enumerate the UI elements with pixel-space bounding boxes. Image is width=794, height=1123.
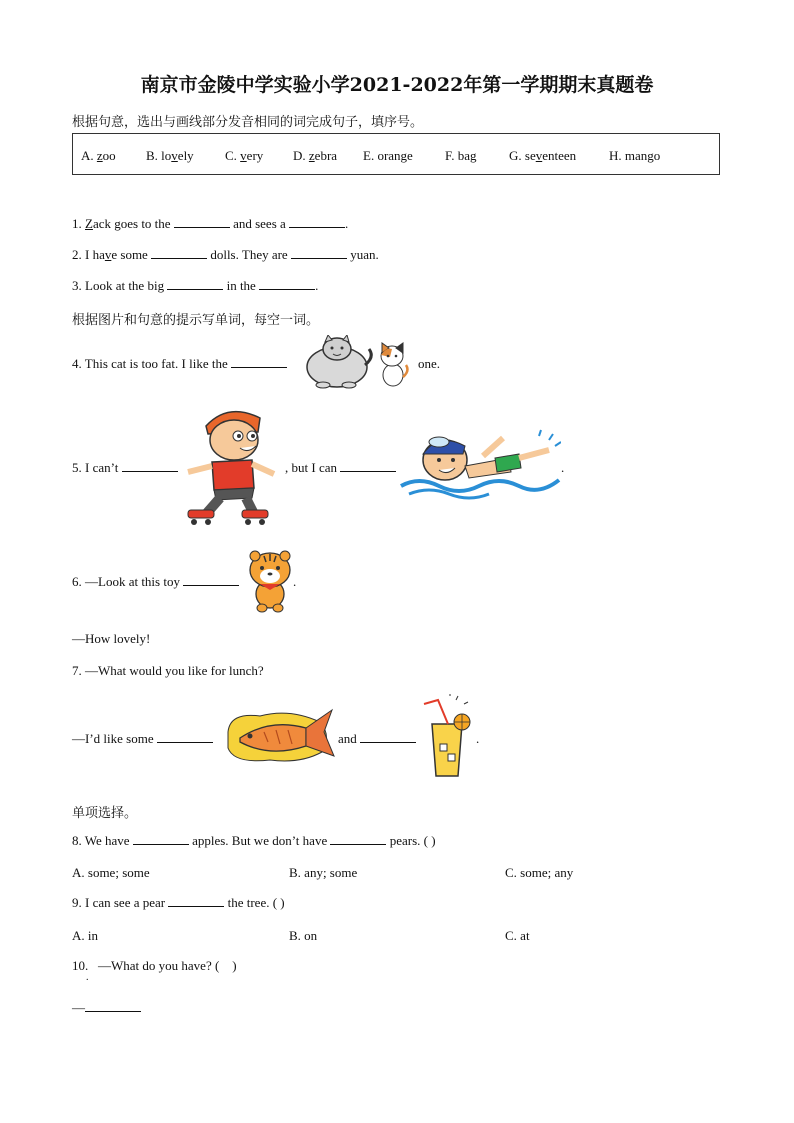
answer-blank[interactable]	[259, 278, 315, 290]
answer-blank[interactable]	[133, 833, 189, 845]
q8-option-a[interactable]: A. some; some	[72, 865, 150, 880]
answer-blank[interactable]	[360, 731, 416, 743]
answer-blank[interactable]	[289, 216, 345, 228]
question-9: 9. I can see a pear the tree. ( )	[72, 895, 285, 910]
question-7-end: .	[476, 731, 480, 746]
question-4: 4. This cat is too fat. I like the	[72, 356, 287, 372]
answer-blank[interactable]	[340, 460, 396, 472]
answer-blank[interactable]	[183, 574, 239, 586]
question-7-mid: and	[338, 731, 416, 747]
q8-option-c[interactable]: C. some; any	[505, 865, 574, 880]
option-f: F. bag	[445, 148, 477, 163]
option-e: E. orange	[363, 148, 413, 163]
section1-instruction: 根据句意，选出与画线部分发音相同的词完成句子，填序号。	[72, 115, 424, 130]
thin-cat-icon	[376, 341, 410, 387]
answer-blank[interactable]	[167, 278, 223, 290]
question-6-reply: —How lovely!	[72, 631, 151, 646]
section3-instruction: 单项选择。	[72, 806, 138, 821]
options-box	[72, 133, 720, 175]
option-b: B. lovely	[146, 148, 194, 163]
answer-blank[interactable]	[231, 356, 287, 368]
swimming-boy-icon	[399, 428, 561, 500]
question-8: 8. We have apples. But we don’t have pears. ( )	[72, 833, 436, 848]
question-7: 7. —What would you like for lunch?	[72, 663, 264, 678]
q9-option-c[interactable]: C. at	[505, 928, 530, 943]
question-5: 5. I can’t	[72, 460, 178, 476]
answer-blank[interactable]	[85, 1000, 141, 1012]
answer-blank[interactable]	[330, 833, 386, 845]
fat-cat-icon	[303, 335, 375, 389]
question-4-end: one.	[418, 356, 441, 371]
question-5-end: .	[561, 460, 565, 475]
answer-blank[interactable]	[151, 247, 207, 259]
answer-blank[interactable]	[122, 460, 178, 472]
juice-icon	[418, 694, 476, 780]
q9-option-a[interactable]: A. in	[72, 928, 98, 943]
tiger-toy-icon	[246, 548, 297, 614]
section2-instruction: 根据图片和句意的提示写单词，每空一词。	[72, 313, 320, 328]
question-10-answer: —	[72, 1000, 141, 1016]
answer-blank[interactable]	[168, 895, 224, 907]
question-10-dot: .	[86, 972, 89, 983]
option-c: C. very	[225, 148, 264, 163]
question-10: 10. —What do you have? ( )	[72, 958, 237, 973]
skating-boy-icon	[180, 402, 284, 528]
q8-option-b[interactable]: B. any; some	[289, 865, 358, 880]
option-a: A. zoo	[81, 148, 116, 163]
option-h: H. mango	[609, 148, 661, 163]
question-6-end: .	[293, 574, 297, 589]
answer-blank[interactable]	[157, 731, 213, 743]
answer-blank[interactable]	[174, 216, 230, 228]
question-6: 6. —Look at this toy	[72, 574, 239, 590]
fish-icon	[220, 702, 338, 768]
q9-option-b[interactable]: B. on	[289, 928, 318, 943]
question-2: 2. I have some dolls. They are yuan.	[72, 247, 379, 262]
question-5-mid: , but I can	[285, 460, 396, 476]
page-title: 南京市金陵中学实验小学2021-2022年第一学期期末真题卷	[140, 74, 654, 96]
answer-blank[interactable]	[291, 247, 347, 259]
question-3: 3. Look at the big in the .	[72, 278, 319, 293]
option-g: G. seventeen	[509, 148, 577, 163]
question-7-answer: —I’d like some	[72, 731, 213, 747]
option-d: D. zebra	[293, 148, 338, 163]
question-1: 1. Zack goes to the and sees a .	[72, 216, 349, 231]
